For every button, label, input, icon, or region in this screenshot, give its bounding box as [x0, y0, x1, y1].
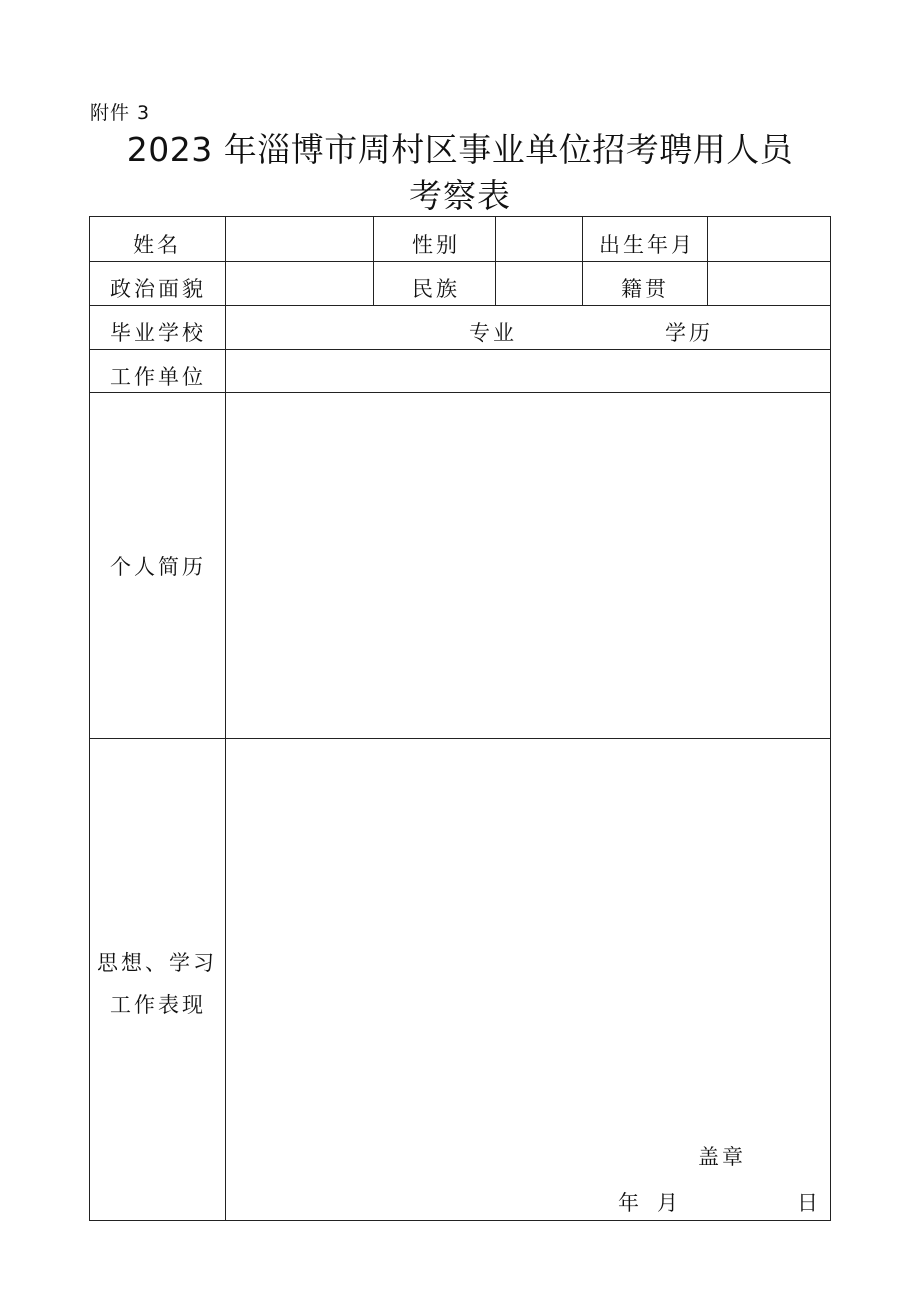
attachment-label: 附件 3: [90, 102, 151, 124]
ethnicity-label: 民族: [412, 277, 460, 301]
birth-date-label: 出生年月: [599, 233, 695, 257]
performance-label-line2: 工作表现: [110, 993, 206, 1017]
page-title: 2023 年淄博市周村区事业单位招考聘用人员: [126, 130, 794, 169]
gender-field[interactable]: [496, 217, 582, 261]
school-label: 毕业学校: [110, 321, 206, 345]
work-unit-field[interactable]: [226, 350, 830, 392]
political-status-field[interactable]: [226, 262, 373, 305]
native-place-field[interactable]: [708, 262, 830, 305]
form-line: [373, 216, 374, 305]
form-line: [89, 216, 90, 1221]
birth-date-field[interactable]: [708, 217, 830, 261]
seal-label: 盖章: [698, 1145, 746, 1169]
form-line: [830, 216, 831, 1221]
school-field[interactable]: [226, 306, 830, 349]
resume-label: 个人简历: [110, 555, 206, 579]
work-unit-label: 工作单位: [110, 365, 206, 389]
major-label: 专业: [469, 321, 517, 345]
performance-label-line1: 思想、学习: [97, 951, 217, 975]
political-status-label: 政治面貌: [110, 277, 206, 301]
form-line: [89, 1220, 831, 1221]
education-label: 学历: [665, 321, 713, 345]
inspection-form: [89, 216, 831, 1221]
date-day-label: 日: [797, 1191, 821, 1215]
date-year-month-label: 年月: [618, 1191, 696, 1215]
name-label: 姓名: [133, 233, 181, 257]
native-place-label: 籍贯: [621, 277, 669, 301]
resume-field[interactable]: [226, 393, 830, 738]
form-line: [582, 216, 583, 305]
page-subtitle: 考察表: [409, 176, 511, 215]
ethnicity-field[interactable]: [496, 262, 582, 305]
gender-label: 性别: [412, 233, 460, 257]
name-field[interactable]: [226, 217, 373, 261]
